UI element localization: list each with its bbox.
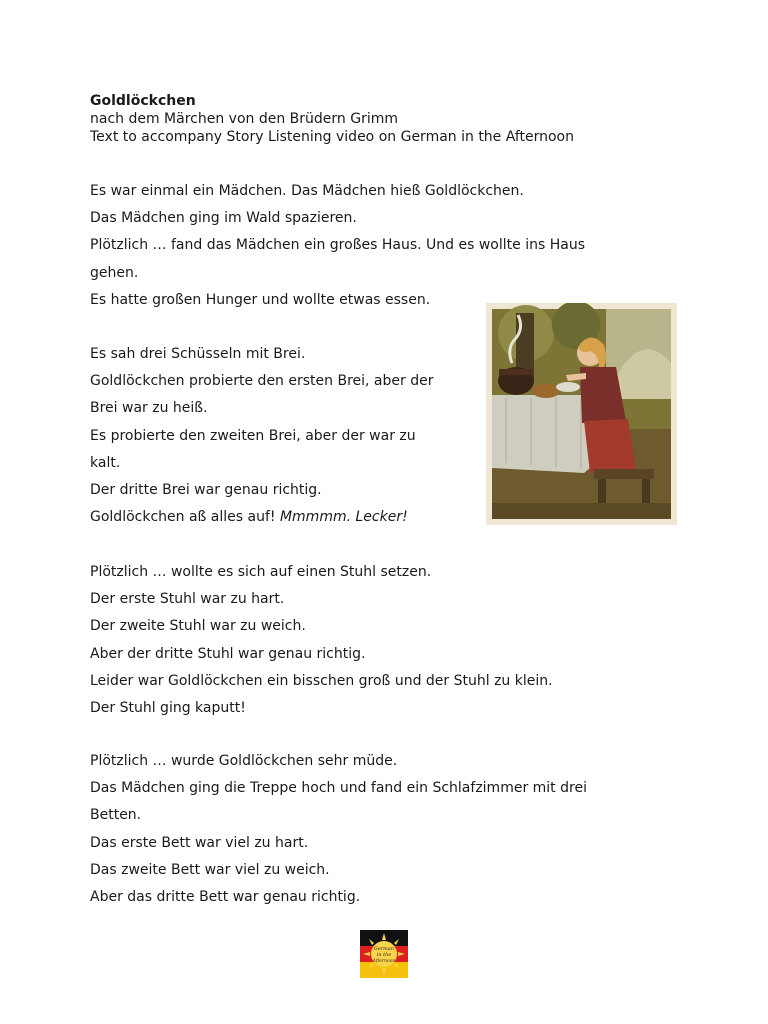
- text-line: Es war einmal ein Mädchen. Das Mädchen hieß Goldlöckchen.: [90, 183, 524, 199]
- logo-text-line2: in the: [376, 952, 392, 958]
- text-line: Der zweite Stuhl war zu weich.: [90, 618, 306, 635]
- text-line: Plötzlich … wollte es sich auf einen Stuhl setzen.: [90, 564, 432, 580]
- document-header: [90, 92, 574, 146]
- document-title: Goldlöckchen: [90, 93, 196, 109]
- text-line: [90, 504, 433, 531]
- text-plain: Goldlöckchen aß alles auf!: [90, 509, 280, 526]
- goldilocks-eating-porridge-icon: [486, 303, 677, 525]
- text-line: Aber der dritte Stuhl war genau richtig.: [90, 645, 366, 662]
- text-line: Der Stuhl ging kaputt!: [90, 700, 246, 717]
- document-note: Text to accompany Story Listening video on German in the Afternoon: [90, 129, 574, 145]
- document-subtitle: nach dem Märchen von den Brüdern Grimm: [90, 111, 399, 127]
- text-line: Der erste Stuhl war zu hart.: [90, 591, 285, 608]
- goldilocks-illustration: [486, 303, 677, 525]
- text-line: Brei war zu heiß.: [90, 400, 208, 417]
- logo-text-line3: Afternoon: [372, 959, 396, 964]
- text-line: Es sah drei Schüsseln mit Brei.: [90, 346, 306, 362]
- logo-text-line1: German: [373, 946, 395, 952]
- text-line: Das zweite Bett war viel zu weich.: [90, 861, 330, 878]
- text-line: Es hatte großen Hunger und wollte etwas essen.: [90, 291, 431, 308]
- paragraph-3: [90, 559, 553, 722]
- text-line: Betten.: [90, 807, 142, 824]
- text-line: kalt.: [90, 454, 121, 471]
- text-line: Leider war Goldlöckchen ein bisschen groß und der Stuhl zu klein.: [90, 672, 553, 689]
- paragraph-2: [90, 341, 433, 531]
- text-line: Das Mädchen ging im Wald spazieren.: [90, 210, 357, 227]
- logo-sun-icon: [360, 930, 408, 978]
- text-line: Das Mädchen ging die Treppe hoch und fand ein Schlafzimmer mit drei: [90, 780, 587, 797]
- paragraph-1: [90, 178, 585, 314]
- text-line: Aber das dritte Bett war genau richtig.: [90, 889, 361, 906]
- text-line: gehen.: [90, 264, 139, 281]
- text-line: Das erste Bett war viel zu hart.: [90, 834, 309, 851]
- text-line: Goldlöckchen probierte den ersten Brei, aber der: [90, 373, 434, 390]
- german-in-the-afternoon-logo: [360, 930, 408, 978]
- text-line: Plötzlich … wurde Goldlöckchen sehr müde.: [90, 753, 398, 769]
- text-italic: Mmmmm. Lecker!: [279, 509, 408, 526]
- paragraph-4: [90, 748, 587, 911]
- text-line: Es probierte den zweiten Brei, aber der war zu: [90, 427, 416, 444]
- text-line: Plötzlich … fand das Mädchen ein großes Haus. Und es wollte ins Haus: [90, 237, 585, 254]
- text-line: Der dritte Brei war genau richtig.: [90, 482, 322, 499]
